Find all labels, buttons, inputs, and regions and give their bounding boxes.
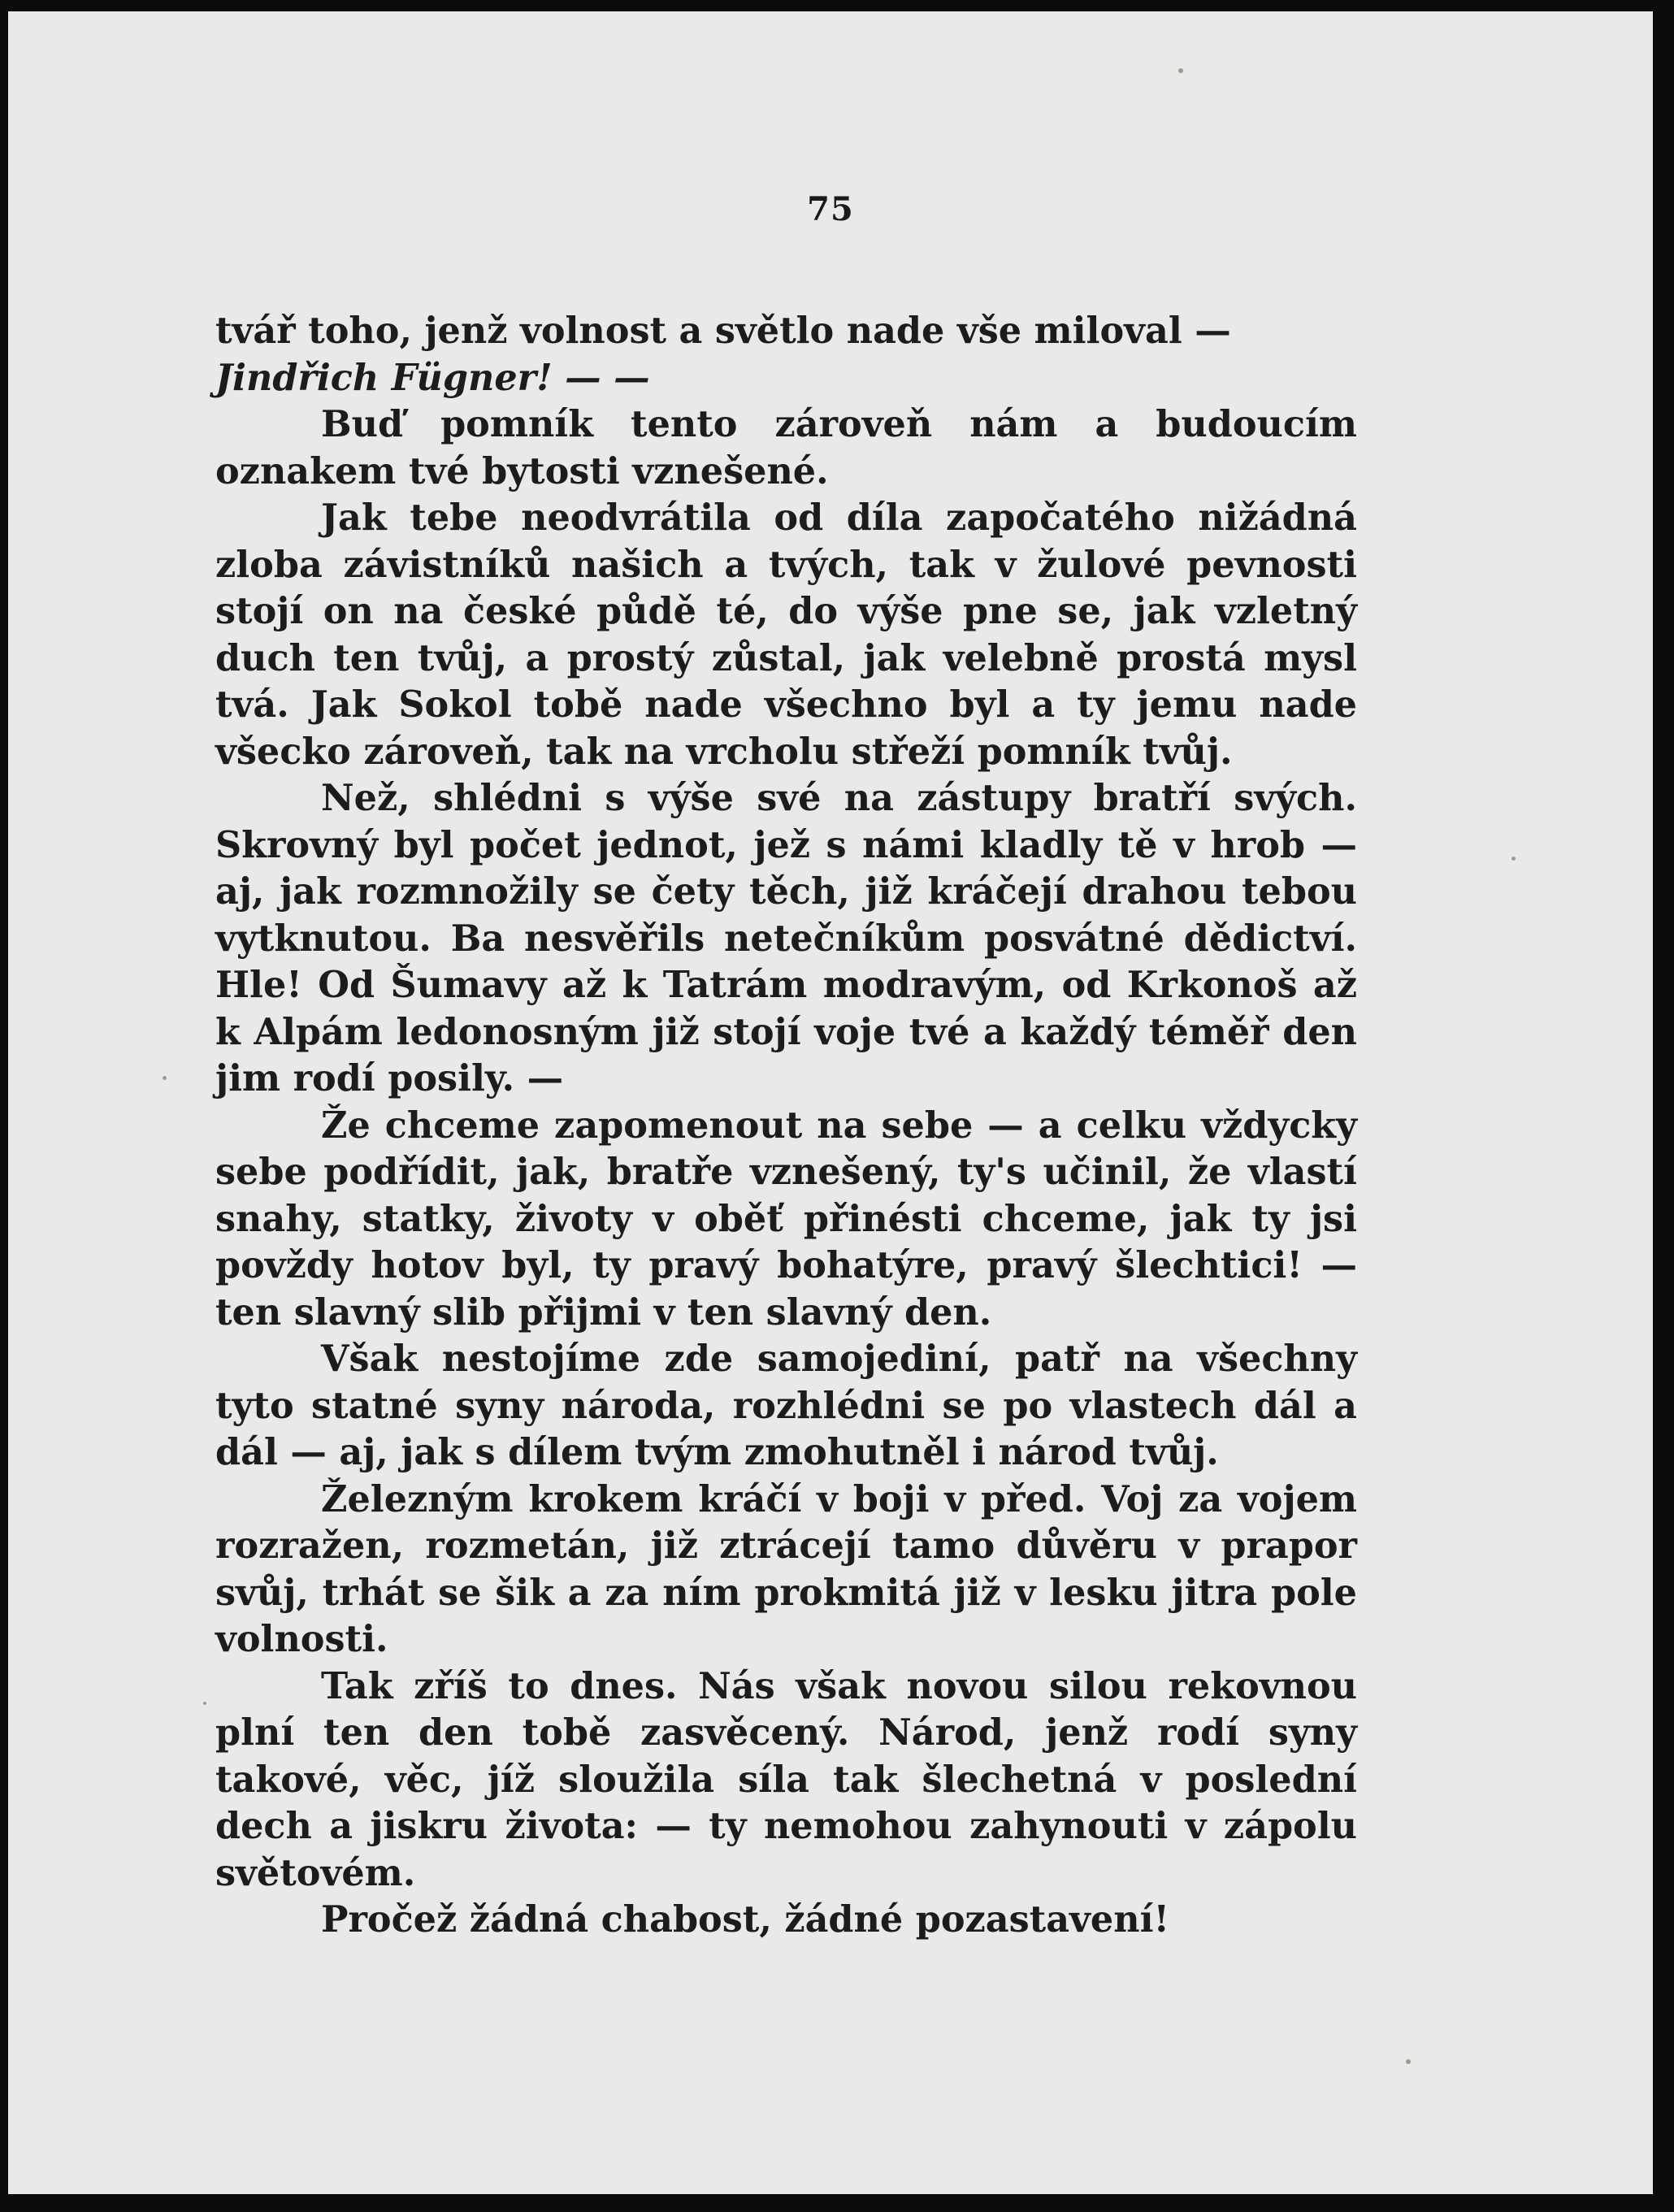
paper-speck <box>203 1702 206 1705</box>
paper-speck <box>1406 2059 1411 2064</box>
paper-speck <box>1178 68 1183 73</box>
body-text <box>215 308 1357 1944</box>
paragraph-9: Pročež žádná chabost, žádné pozastavení! <box>321 1898 1170 1941</box>
paragraph-8: Tak zříš to dnes. Nás však novou silou rekovnou plní ten den tobě zasvěcený. Národ, jenž rodí syny takové, věc, jíž sloužila síla tak šlechetná v poslední dech a jiskru života: — ty nemohou zahynouti v zápolu světovém. <box>215 1664 1357 1894</box>
paragraph-1 <box>215 308 1357 401</box>
paragraph-2: Buď pomník tento zároveň nám a budoucím oznakem tvé bytosti vznešené. <box>215 403 1357 492</box>
paragraph-6: Však nestojíme zde samojediní, patř na všechny tyto statné syny národa, rozhlédni se po vlastech dál a dál — aj, jak s dílem tvým zmohutněl i národ tvůj. <box>215 1338 1357 1473</box>
page-number: 75 <box>807 190 854 228</box>
paper-speck <box>1511 857 1516 861</box>
paper-speck <box>163 1076 167 1080</box>
name-jindrich-fugner: Jindřich Fügner! — — <box>215 356 650 399</box>
paragraph-7: Železným krokem kráčí v boji v před. Voj za vojem rozražen, rozmetán, již ztrácejí tamo důvěru v prapor svůj, trhát se šik a za ním prokmitá již v lesku jitra pole volnosti. <box>215 1477 1357 1660</box>
book-page <box>8 11 1653 2194</box>
paragraph-5: Že chceme zapomenout na sebe — a celku vždycky sebe podřídit, jak, bratře vznešený, ty's učinil, že vlastí snahy, statky, životy v oběť přinésti chceme, jak ty jsi povždy hotov byl, ty pravý bohatýre, pravý šlechtici! — ten slavný slib přijmi v ten slavný den. <box>215 1104 1357 1334</box>
paragraph-3: Jak tebe neodvrátila od díla započatého nižádná zloba závistníků našich a tvých, tak v žulové pevnosti stojí on na české půdě té, do výše pne se, jak vzletný duch ten tvůj, a prostý zůstal, jak velebně prostá mysl tvá. Jak Sokol tobě nade všechno byl a ty jemu nade všecko zároveň, tak na vrcholu střeží pomník tvůj. <box>215 497 1357 773</box>
paragraph-4: Než, shlédni s výše své na zástupy bratří svých. Skrovný byl počet jednot, jež s námi kladly tě v hrob — aj, jak rozmnožily se čety těch, již kráčejí drahou tebou vytknutou. Ba nesvěřils netečníkům posvátné dědictví. Hle! Od Šumavy až k Tatrám modravým, od Krkonoš až k Alpám ledonosným již stojí voje tvé a každý téměř den jim rodí posily. — <box>215 777 1357 1099</box>
paragraph-1-text: tvář toho, jenž volnost a světlo nade vše miloval — <box>215 310 1231 352</box>
